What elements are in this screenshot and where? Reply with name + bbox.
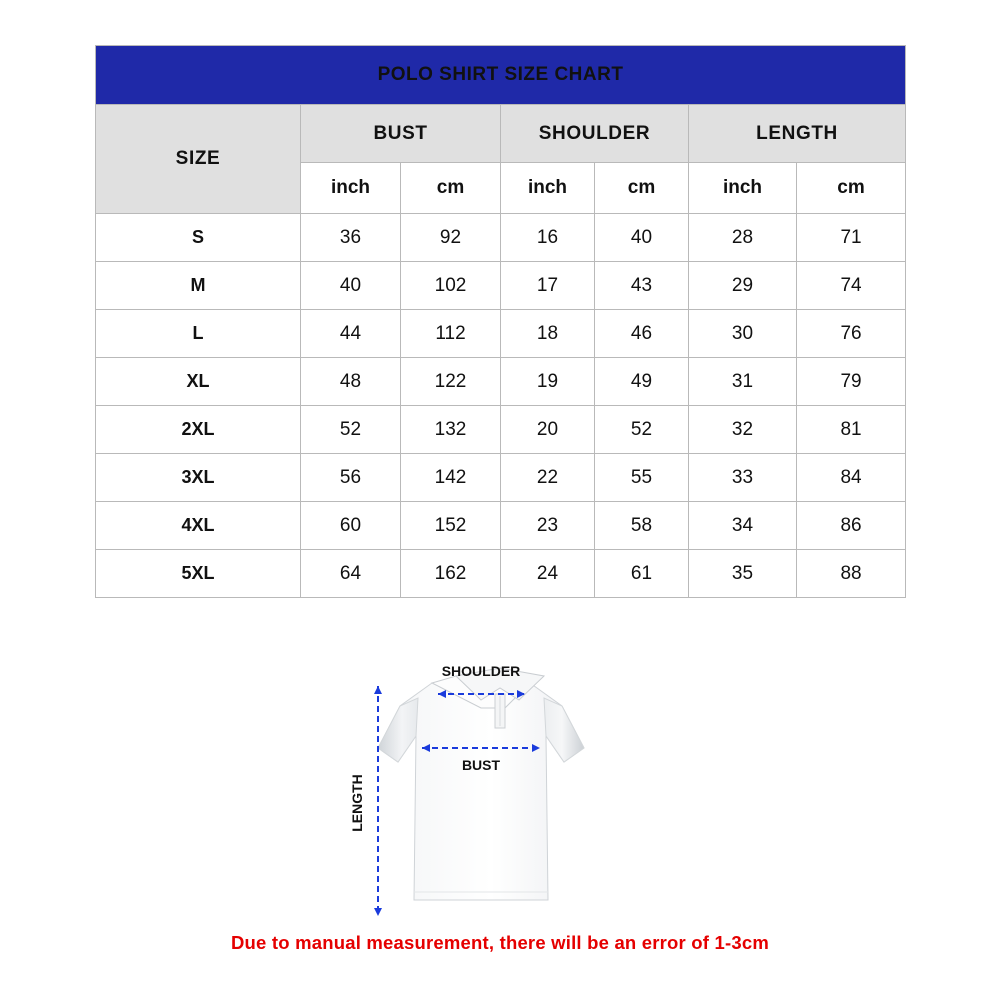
- cell-bust-cm: 102: [401, 262, 501, 310]
- cell-bust-cm: 142: [401, 454, 501, 502]
- cell-length-inch: 30: [689, 310, 797, 358]
- size-chart-body: [96, 214, 906, 598]
- table-row: [96, 550, 906, 598]
- cell-shoulder-inch: 24: [501, 550, 595, 598]
- unit-bust-cm: cm: [401, 163, 501, 214]
- table-row: [96, 502, 906, 550]
- cell-shoulder-cm: 52: [595, 406, 689, 454]
- cell-bust-cm: 132: [401, 406, 501, 454]
- cell-shoulder-cm: 40: [595, 214, 689, 262]
- cell-shoulder-inch: 20: [501, 406, 595, 454]
- header-length: LENGTH: [689, 105, 906, 163]
- size-chart-container: [95, 45, 905, 598]
- unit-length-inch: inch: [689, 163, 797, 214]
- cell-length-cm: 84: [797, 454, 906, 502]
- cell-bust-inch: 48: [301, 358, 401, 406]
- cell-shoulder-cm: 55: [595, 454, 689, 502]
- cell-size: M: [96, 262, 301, 310]
- table-row: [96, 358, 906, 406]
- cell-size: 3XL: [96, 454, 301, 502]
- table-row: [96, 454, 906, 502]
- header-size: SIZE: [96, 105, 301, 214]
- shoulder-label: SHOULDER: [441, 663, 521, 679]
- unit-shoulder-inch: inch: [501, 163, 595, 214]
- cell-bust-inch: 52: [301, 406, 401, 454]
- cell-length-inch: 35: [689, 550, 797, 598]
- cell-bust-cm: 152: [401, 502, 501, 550]
- cell-shoulder-cm: 46: [595, 310, 689, 358]
- chart-title-row: [96, 46, 906, 105]
- cell-length-inch: 34: [689, 502, 797, 550]
- cell-bust-cm: 162: [401, 550, 501, 598]
- cell-size: 5XL: [96, 550, 301, 598]
- size-chart-table: [95, 45, 906, 598]
- cell-length-cm: 71: [797, 214, 906, 262]
- polo-shirt-illustration: [340, 628, 660, 928]
- table-row: [96, 214, 906, 262]
- cell-shoulder-inch: 17: [501, 262, 595, 310]
- cell-bust-inch: 60: [301, 502, 401, 550]
- cell-length-inch: 33: [689, 454, 797, 502]
- cell-shoulder-inch: 22: [501, 454, 595, 502]
- cell-shoulder-cm: 61: [595, 550, 689, 598]
- cell-length-inch: 29: [689, 262, 797, 310]
- cell-shoulder-inch: 18: [501, 310, 595, 358]
- cell-length-cm: 74: [797, 262, 906, 310]
- cell-shoulder-cm: 49: [595, 358, 689, 406]
- cell-shoulder-inch: 23: [501, 502, 595, 550]
- measurement-note: Due to manual measurement, there will be an error of 1-3cm: [231, 932, 769, 953]
- cell-size: L: [96, 310, 301, 358]
- cell-length-cm: 88: [797, 550, 906, 598]
- table-row: [96, 406, 906, 454]
- cell-size: 2XL: [96, 406, 301, 454]
- length-measure-line: [374, 686, 382, 916]
- length-label: LENGTH: [349, 774, 365, 832]
- cell-bust-inch: 56: [301, 454, 401, 502]
- cell-length-cm: 76: [797, 310, 906, 358]
- cell-bust-cm: 112: [401, 310, 501, 358]
- cell-bust-cm: 92: [401, 214, 501, 262]
- cell-bust-inch: 44: [301, 310, 401, 358]
- unit-shoulder-cm: cm: [595, 163, 689, 214]
- unit-length-cm: cm: [797, 163, 906, 214]
- cell-shoulder-inch: 16: [501, 214, 595, 262]
- shirt-body-shape: [378, 668, 584, 900]
- cell-length-inch: 28: [689, 214, 797, 262]
- cell-size: 4XL: [96, 502, 301, 550]
- cell-shoulder-cm: 58: [595, 502, 689, 550]
- cell-size: S: [96, 214, 301, 262]
- cell-bust-inch: 64: [301, 550, 401, 598]
- unit-bust-inch: inch: [301, 163, 401, 214]
- cell-bust-inch: 36: [301, 214, 401, 262]
- header-bust: BUST: [301, 105, 501, 163]
- cell-length-inch: 32: [689, 406, 797, 454]
- cell-length-inch: 31: [689, 358, 797, 406]
- cell-size: XL: [96, 358, 301, 406]
- cell-bust-cm: 122: [401, 358, 501, 406]
- cell-shoulder-cm: 43: [595, 262, 689, 310]
- cell-length-cm: 81: [797, 406, 906, 454]
- group-header-row: [96, 105, 906, 163]
- table-row: [96, 310, 906, 358]
- bust-label: BUST: [461, 757, 501, 773]
- page-title: POLO SHIRT SIZE CHART: [96, 46, 906, 105]
- header-shoulder: SHOULDER: [501, 105, 689, 163]
- cell-length-cm: 79: [797, 358, 906, 406]
- cell-length-cm: 86: [797, 502, 906, 550]
- cell-shoulder-inch: 19: [501, 358, 595, 406]
- cell-bust-inch: 40: [301, 262, 401, 310]
- table-row: [96, 262, 906, 310]
